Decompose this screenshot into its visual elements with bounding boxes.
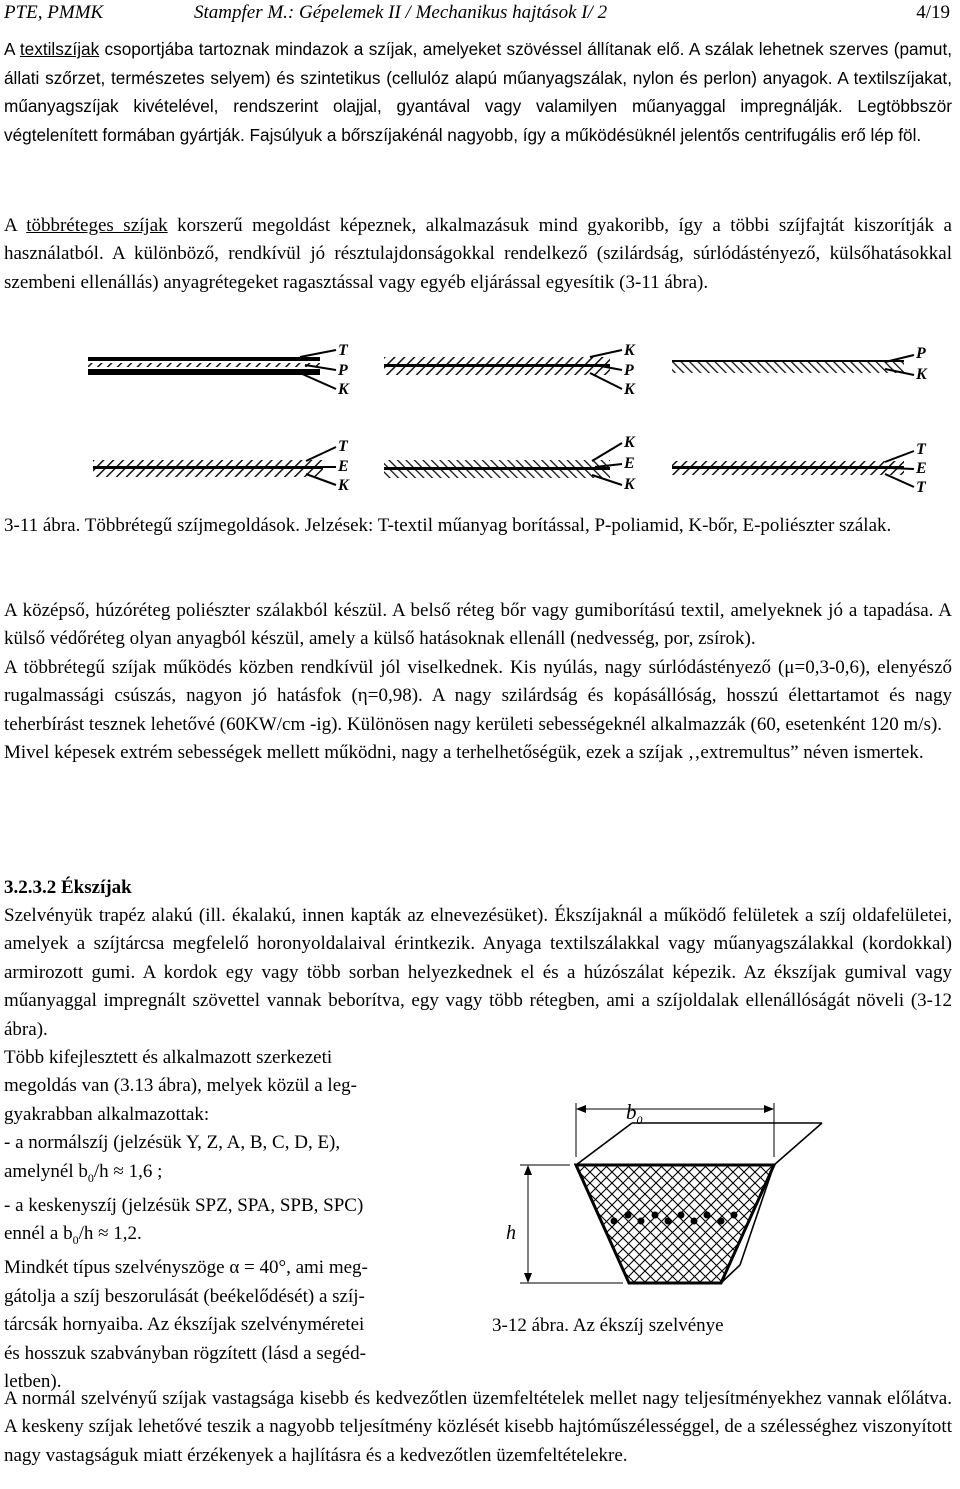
multilayer-body: korszerű megoldást képeznek, alkalmazásuk mind gyakoribb, így a többi szíjfajtát kiszorítják a használatból. A különböző, rendkívül jó résztulajdonságokkal rendelkező (szilárdság, súrlódástényező, külsőhatásokkal szembeni ellenállás) anyagrétegeket ragasztással vagy egyéb eljárással egyesítik (3-11 ábra). bbox=[4, 215, 952, 293]
label-belt6-1: T bbox=[916, 441, 926, 458]
label-belt1-3: K bbox=[338, 381, 349, 398]
left-line-8: Mindkét típus szelvényszöge α = 40°, ami meg- bbox=[4, 1257, 368, 1279]
figure-3-11-caption: 3-11 ábra. Többrétegű szíjmegoldások. Jelzések: T-textil műanyag borítással, P-poliamid, K-bőr, E-poliészter szálak. bbox=[4, 515, 892, 536]
intro-lead: A bbox=[4, 39, 20, 59]
v-belt-section bbox=[576, 1123, 822, 1283]
layers-paragraph-1: A középső, húzóréteg poliészter szálakból készül. A belső réteg bőr vagy gumiborítású textil, amelyeknek jó a tapadása. A külső védőréteg olyan anyagból készül, amely a külső hatásoknak ellenáll (nedvesség, por, zsírok). bbox=[4, 600, 952, 650]
label-belt5-2: E bbox=[624, 455, 635, 472]
belt-3 bbox=[672, 355, 914, 375]
belt-1 bbox=[88, 350, 336, 389]
multilayer-paragraph bbox=[4, 212, 952, 297]
figure-3-12-caption: 3-12 ábra. Az ékszíj szelvénye bbox=[492, 1315, 724, 1336]
label-belt5-1: K bbox=[624, 434, 635, 451]
label-b0: $b_0$ bbox=[626, 1100, 643, 1128]
belt-5 bbox=[384, 443, 622, 485]
label-h: h bbox=[506, 1222, 516, 1244]
left-line-4: - a normálszíj (jelzésük Y, Z, A, B, C, D, E), bbox=[4, 1132, 341, 1154]
label-belt3-2: K bbox=[916, 366, 927, 383]
left-line-5: amelynél $b_0/h \approx 1,6$ ; bbox=[4, 1160, 163, 1185]
label-belt1-1: T bbox=[338, 342, 348, 359]
layers-paragraph-2: A többrétegű szíjak működés közben rendkívül jól viselkednek. Kis nyúlás, nagy súrlódástényező (μ=0,3-0,6), elenyésző rugalmassági csúszás, nagyon jó hatásfok (η=0,98). A nagy szilárdság és kopásállóság, hosszú élettartamot és nagy teherbírást tesznek lehetővé (60KW/cm -ig). Különösen nagy kerületi sebességeknél alkalmazzák (60, esetenként 120 m/s). bbox=[4, 656, 952, 735]
label-belt1-2: P bbox=[338, 362, 348, 379]
label-belt4-3: K bbox=[338, 477, 349, 494]
term-textilszijak: textilszíjak bbox=[19, 39, 100, 59]
figure-3-11 bbox=[0, 335, 960, 505]
left-line-11: és hosszuk szabványban rögzített (lásd a segéd- bbox=[4, 1342, 366, 1364]
section-title: Ékszíjak bbox=[61, 877, 132, 898]
label-belt6-3: T bbox=[916, 479, 926, 496]
label-belt4-1: T bbox=[338, 438, 348, 455]
multilayer-lead: A bbox=[4, 215, 27, 236]
left-column-text bbox=[4, 1044, 474, 1396]
label-belt2-3: K bbox=[624, 381, 635, 398]
left-line-7: ennél a $b_0/h \approx 1,2$. bbox=[4, 1223, 142, 1248]
belt-4 bbox=[93, 447, 336, 485]
label-belt3-1: P bbox=[916, 345, 926, 362]
header-institution: PTE, PMMK bbox=[4, 2, 104, 23]
left-line-10: tárcsák hornyaiba. Az ékszíjak szelvényméretei bbox=[4, 1314, 365, 1336]
page-header bbox=[4, 2, 954, 28]
left-line-12: letben). bbox=[4, 1371, 62, 1393]
intro-body: csoportjába tartoznak mindazok a szíjak, amelyeket szövéssel állítanak elő. A szálak lehetnek szerves (pamut, állati szőrzet, természetes selyem) és szintetikus (cellulóz alapú műanyagszálak, nylon és perlon) anyagok. A textilszíjakat, műanyagszíjak kivételével, rendszerint olajjal, gyantával vagy valamilyen műanyaggal impregnálják. Legtöbbször végtelenített formában gyártják. Fajsúlyuk a bőrszíjakénál nagyobb, így a működésüknél jelentős centrifugális erő lép föl. bbox=[4, 39, 952, 145]
term-tobbreteges: többréteges szíjak bbox=[26, 215, 168, 236]
label-belt6-2: E bbox=[916, 460, 927, 477]
layers-block bbox=[4, 597, 952, 767]
belt-2 bbox=[384, 350, 622, 389]
label-belt2-1: K bbox=[624, 342, 635, 359]
left-line-9: gátolja a szíj beszorulását (beékelődését) a szíj- bbox=[4, 1285, 365, 1307]
label-belt2-2: P bbox=[624, 362, 634, 379]
left-line-6: - a keskenyszíj (jelzésük SPZ, SPA, SPB, SPC) bbox=[4, 1194, 364, 1216]
belt-6 bbox=[672, 451, 914, 487]
section-paragraph: Szelvényük trapéz alakú (ill. ékalakú, innen kapták az elnevezésüket). Ékszíjaknál a működő felületek a szíj oldafelületei, amelyek a szíjtárcsa megfelelő horonyoldalaival érintkezik. Anyaga textilszálakkal vagy műanyagszálakkal (kordokkal) armirozott gumi. A kordok egy vagy több sorban helyezkednek el és a húzószálat képezik. Az ékszíjak gumival vagy műanyaggal impregnált szövettel vannak beborítva, egy vagy több rétegben, ami a szíjoldalak ellenállóságát növeli (3-12 ábra). bbox=[4, 905, 952, 1040]
left-line-2: megoldás van (3.13 ábra), melyek közül a leg- bbox=[4, 1075, 357, 1097]
layers-paragraph-3: Mivel képesek extrém sebességek mellett működni, nagy a terhelhetőségük, ezek a szíjak ‚‚extremultus” néven ismertek. bbox=[4, 742, 924, 764]
header-page-number: 4/19 bbox=[916, 2, 950, 23]
dimension-b0 bbox=[576, 1103, 774, 1157]
section-heading bbox=[4, 874, 952, 902]
final-paragraph: A normál szelvényű szíjak vastagsága kisebb és kedvezőtlen üzemfeltételek mellet nagy teljesítményekhez vannak előlátva. A keskeny szíjak lehetővé teszik a nagyobb teljesítmény közlését kisebb hajtóműszélességgel, de a szélességhez viszonyított nagy vastagságuk miatt érzékenyek a hajlításra és a kedvezőtlen üzemfeltételekre. bbox=[4, 1388, 952, 1466]
section-number: 3.2.3.2 bbox=[4, 877, 57, 898]
left-line-1: Több kifejlesztett és alkalmazott szerkezeti bbox=[4, 1047, 333, 1068]
left-line-3: gyakrabban alkalmazottak: bbox=[4, 1103, 210, 1125]
label-belt5-3: K bbox=[624, 476, 635, 493]
header-title: Stampfer M.: Gépelemek II / Mechanikus hajtások I/ 2 bbox=[194, 2, 608, 23]
intro-paragraph bbox=[4, 35, 952, 149]
label-belt4-2: E bbox=[338, 458, 349, 475]
figure-3-12 bbox=[480, 1095, 950, 1305]
